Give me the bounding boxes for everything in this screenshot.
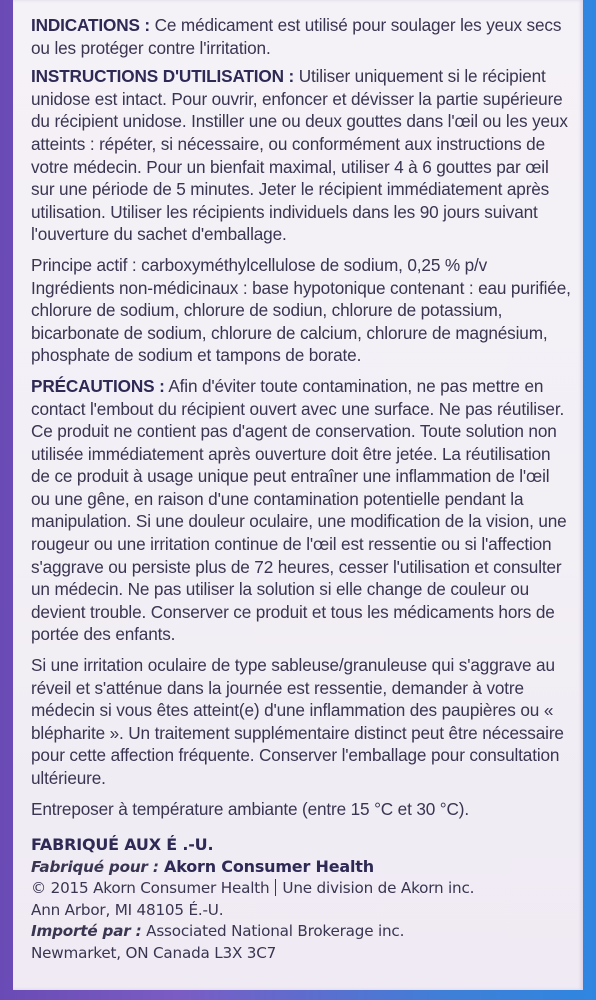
storage-text: Entreposer à température ambiante (entre 15 °C et 30 °C).: [31, 798, 469, 819]
division: Une division de Akorn inc.: [282, 879, 475, 898]
active-ingredient: Principe actif : carboxyméthylcellulose de sodium, 0,25 % p/v: [31, 254, 488, 275]
indications-paragraph: [31, 14, 571, 59]
imported-label: Importé par :: [31, 922, 142, 941]
copyright: © 2015 Akorn Consumer Health: [31, 879, 270, 898]
label-panel: [13, 0, 583, 990]
indications-text: Ce médicament est utilisé pour soulager les yeux secs ou les protéger contre l'irritation.: [31, 15, 562, 58]
address: Ann Arbor, MI 48105 É.-U.: [31, 900, 224, 919]
instructions-heading: INSTRUCTIONS D'UTILISATION :: [31, 66, 295, 87]
blepharitis-paragraph: Si une irritation oculaire de type sableuse/granuleuse qui s'aggrave au réveil et s'atténue dans la journée est ressentie, demander à votre médecin si vous êtes atteint(e) d'une inflammation des paupières ou « blépharite ». Un traitement supplémentaire distinct peut être nécessaire pour cette affection fréquente. Conserver l'emballage pour consultation ultérieure.: [31, 655, 564, 788]
imported-line: [31, 921, 571, 943]
divider: [275, 879, 276, 896]
importer-address: Newmarket, ON Canada L3X 3C7: [31, 943, 277, 962]
precautions-heading: PRÉCAUTIONS :: [31, 375, 165, 396]
made-in: FABRIQUÉ AUX É .-U.: [31, 835, 214, 855]
precautions-paragraph: [31, 375, 571, 646]
made-for-label: Fabriqué pour :: [31, 857, 159, 876]
inactive-ingredients: Ingrédients non-médicinaux : base hypotonique contenant : eau purifiée, chlorure de sodium, chlorure de sodiun, chlorure de potassium, bicarbonate de sodium, chlorure de calcium, chlorure de magnésium, phosphate de sodium et tampons de borate.: [31, 277, 571, 366]
instructions-paragraph: [31, 65, 571, 246]
made-for-value: Akorn Consumer Health: [158, 856, 374, 876]
instructions-text: Utiliser uniquement si le récipient unidose est intact. Pour ouvrir, enfoncer et dévisser la partie supérieure du récipient unidose. Instiller une ou deux gouttes dans l'œil ou les yeux atteints : répéter, si nécessaire, ou conformément aux instructions de votre médecin. Pour un bienfait maximal, utiliser 4 à 6 gouttes par œil sur une période de 5 minutes. Jeter le récipient immédiatement après utilisation. Utiliser les récipients individuels dans les 90 jours suivant l'ouverture du sachet d'emballage.: [31, 66, 568, 245]
label-text: [31, 14, 571, 964]
made-for-line: [31, 856, 571, 879]
indications-heading: INDICATIONS :: [31, 15, 150, 35]
copyright-line: [31, 878, 571, 900]
precautions-text: Afin d'éviter toute contamination, ne pas mettre en contact l'embout du récipient ouvert avec une surface. Ne pas réutiliser. Ce produit ne contient pas d'agent de conservation. Toute solution non utilisée immédiatement après ouverture doit être jetée. La réutilisation de ce produit à usage unique peut entraîner une inflammation de l'œil ou une gêne, en raison d'une contamination potentielle pendant la manipulation. Si une douleur oculaire, une modification de la vision, une rougeur ou une irritation continue de l'œil est ressentie ou si l'affection s'aggrave ou persiste plus de 72 heures, cesser l'utilisation et consulter un médecin. Ne pas utiliser la solution si elle change de couleur ou devient trouble. Conserver ce produit et tous les médicaments hors de portée des enfants.: [31, 375, 567, 645]
imported-value: Associated National Brokerage inc.: [141, 922, 405, 941]
manufacturer-info: [31, 834, 571, 964]
